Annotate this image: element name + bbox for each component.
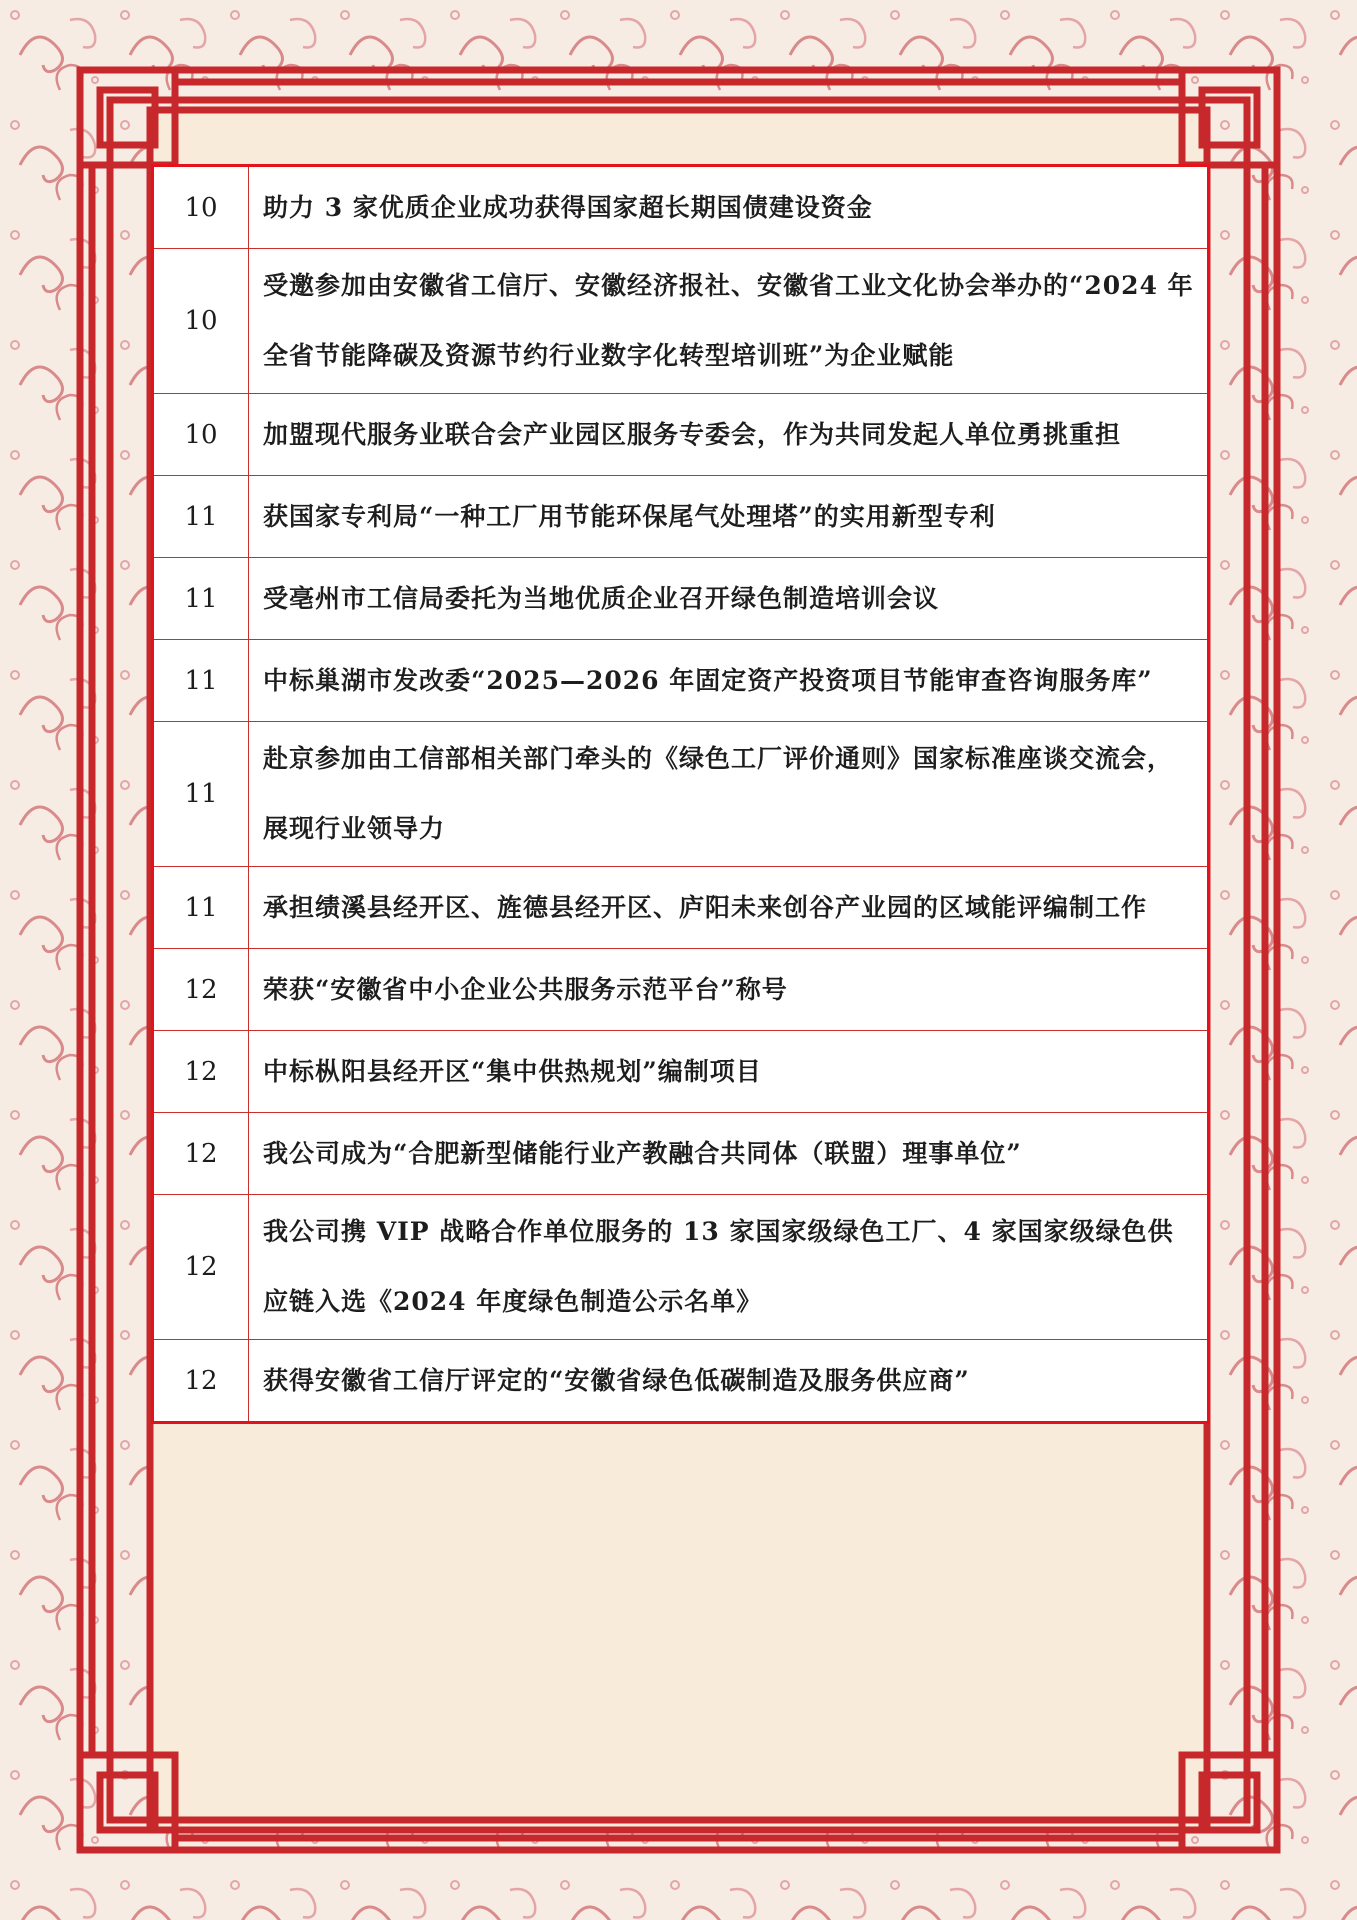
table-row	[154, 1340, 1207, 1422]
event-cell: 我公司携 VIP 战略合作单位服务的 13 家国家级绿色工厂、4 家国家级绿色供应链入选《2024 年度绿色制造公示名单》	[249, 1195, 1208, 1340]
event-cell: 获国家专利局“一种工厂用节能环保尾气处理塔”的实用新型专利	[249, 476, 1208, 558]
event-cell: 我公司成为“合肥新型储能行业产教融合共同体（联盟）理事单位”	[249, 1113, 1208, 1195]
events-table-body	[154, 167, 1207, 1421]
table-row	[154, 558, 1207, 640]
month-cell: 10	[154, 394, 249, 476]
month-cell: 12	[154, 1340, 249, 1422]
event-cell: 受邀参加由安徽省工信厅、安徽经济报社、安徽省工业文化协会举办的“2024 年全省节能降碳及资源节约行业数字化转型培训班”为企业赋能	[249, 249, 1208, 394]
table-row	[154, 394, 1207, 476]
table-row	[154, 249, 1207, 394]
event-cell: 承担绩溪县经开区、旌德县经开区、庐阳未来创谷产业园的区域能评编制工作	[249, 867, 1208, 949]
event-cell: 助力 3 家优质企业成功获得国家超长期国债建设资金	[249, 167, 1208, 249]
month-cell: 10	[154, 167, 249, 249]
event-cell: 中标枞阳县经开区“集中供热规划”编制项目	[249, 1031, 1208, 1113]
table-row	[154, 1113, 1207, 1195]
table-row	[154, 1195, 1207, 1340]
event-cell: 赴京参加由工信部相关部门牵头的《绿色工厂评价通则》国家标准座谈交流会，展现行业领导力	[249, 722, 1208, 867]
month-cell: 11	[154, 558, 249, 640]
month-cell: 11	[154, 867, 249, 949]
table-row	[154, 167, 1207, 249]
month-cell: 12	[154, 1195, 249, 1340]
table-row	[154, 476, 1207, 558]
month-cell: 12	[154, 1113, 249, 1195]
event-cell: 获得安徽省工信厅评定的“安徽省绿色低碳制造及服务供应商”	[263, 1365, 970, 1395]
month-cell: 11	[154, 722, 249, 867]
table-row	[154, 949, 1207, 1031]
events-table	[151, 164, 1210, 1424]
event-cell: 中标巢湖市发改委“2025—2026 年固定资产投资项目节能审查咨询服务库”	[249, 640, 1208, 722]
table-row	[154, 1031, 1207, 1113]
table-row	[154, 640, 1207, 722]
month-cell: 11	[154, 640, 249, 722]
month-cell: 10	[154, 249, 249, 394]
month-cell: 11	[154, 476, 249, 558]
month-cell: 12	[154, 1031, 249, 1113]
table-row	[154, 867, 1207, 949]
month-cell: 12	[154, 949, 249, 1031]
event-cell: 受亳州市工信局委托为当地优质企业召开绿色制造培训会议	[249, 558, 1208, 640]
event-cell: 荣获“安徽省中小企业公共服务示范平台”称号	[249, 949, 1208, 1031]
event-cell: 加盟现代服务业联合会产业园区服务专委会，作为共同发起人单位勇挑重担	[249, 394, 1208, 476]
table-row	[154, 722, 1207, 867]
